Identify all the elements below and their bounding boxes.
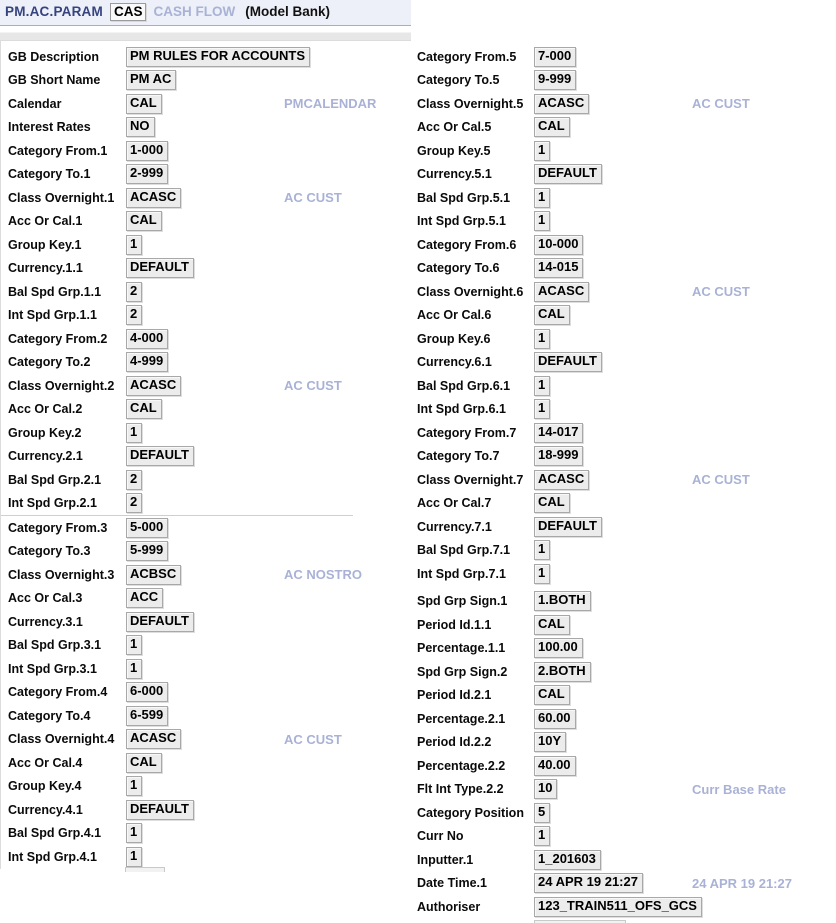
field-label: Int Spd Grp.5.1 [417, 214, 506, 229]
field-row-percentage-2-2 [413, 754, 836, 778]
field-value-box[interactable]: 60.00 [534, 709, 576, 729]
field-row-bal-spd-grp-4-1 [1, 822, 411, 846]
field-value-box[interactable]: ACASC [534, 470, 589, 490]
fields-column-left [1, 45, 411, 869]
field-label: Currency.1.1 [8, 261, 83, 276]
field-label: Class Overnight.1 [8, 190, 115, 205]
field-label: Group Key.2 [8, 425, 82, 440]
field-enrichment-note: AC NOSTRO [284, 567, 362, 583]
field-row-int-spd-grp-6-1 [413, 398, 836, 422]
field-label: Percentage.2.1 [417, 711, 506, 726]
field-value-box[interactable]: DEFAULT [534, 517, 602, 537]
field-label: Acc Or Cal.3 [8, 591, 83, 606]
field-value-box[interactable]: DEFAULT [534, 352, 602, 372]
company-name: (Model Bank) [245, 4, 330, 19]
field-label: Category Position [417, 805, 524, 820]
field-row-percentage-1-1 [413, 637, 836, 661]
field-row-gb-short-name [1, 69, 411, 93]
field-row-group-key-6 [413, 327, 836, 351]
field-value-box[interactable]: ACBSC [126, 565, 181, 585]
field-label: Currency.3.1 [8, 614, 83, 629]
field-value-box[interactable]: 1 [126, 635, 142, 655]
field-row-currency-6-1 [413, 351, 836, 375]
field-value-box[interactable]: 1 [126, 776, 142, 796]
field-value-box[interactable]: 6-599 [126, 706, 168, 726]
field-label: Interest Rates [8, 120, 91, 135]
field-row-currency-1-1 [1, 257, 411, 281]
field-row-calendar [1, 92, 411, 116]
field-label: Category From.1 [8, 143, 108, 158]
field-label: Currency.2.1 [8, 449, 83, 464]
field-row-acc-or-cal-6 [413, 304, 836, 328]
field-row-group-key-1 [1, 233, 411, 257]
field-label: Category To.5 [417, 73, 500, 88]
field-row-category-to-2 [1, 351, 411, 375]
field-label: Currency.7.1 [417, 519, 492, 534]
field-row-period-id-2-2 [413, 731, 836, 755]
field-row-category-to-5 [413, 69, 836, 93]
field-label: Int Spd Grp.1.1 [8, 308, 97, 323]
field-value-box[interactable]: 1 [534, 564, 550, 584]
field-label: Acc Or Cal.2 [8, 402, 83, 417]
field-value-box[interactable]: DEFAULT [126, 446, 194, 466]
field-label: Category From.6 [417, 237, 517, 252]
field-label: Category To.3 [8, 544, 91, 559]
field-row-category-to-4 [1, 704, 411, 728]
field-label: Acc Or Cal.6 [417, 308, 492, 323]
field-label: Group Key.5 [417, 143, 491, 158]
field-value-box[interactable]: 10Y [534, 732, 566, 752]
field-value-box[interactable]: CAL [534, 685, 570, 705]
field-row-currency-7-1 [413, 515, 836, 539]
field-row-acc-or-cal-3 [1, 587, 411, 611]
field-value-box[interactable]: 2 [126, 493, 142, 513]
field-value-box[interactable]: ACASC [126, 729, 181, 749]
field-row-spd-grp-sign-1 [413, 590, 836, 614]
field-value-box[interactable]: 2.BOTH [534, 662, 591, 682]
field-value-box[interactable]: 1 [126, 823, 142, 843]
field-label: Flt Int Type.2.2 [417, 782, 504, 797]
field-label: Bal Spd Grp.4.1 [8, 826, 102, 841]
field-value-box[interactable]: 1 [534, 826, 550, 846]
field-row-category-to-6 [413, 257, 836, 281]
field-enrichment-note: Curr Base Rate [692, 781, 786, 797]
field-value-box[interactable]: 6-000 [126, 682, 168, 702]
field-row-category-from-3 [1, 516, 411, 540]
field-row-acc-or-cal-1 [1, 210, 411, 234]
field-label: Category To.4 [8, 708, 91, 723]
field-enrichment-note: AC CUST [284, 731, 342, 747]
field-row-interest-rates [1, 116, 411, 140]
field-row-currency-5-1 [413, 163, 836, 187]
field-value-box[interactable]: CAL [534, 615, 570, 635]
field-value-box[interactable]: ACC [126, 588, 163, 608]
header-bar [0, 0, 411, 26]
field-row-category-from-4 [1, 681, 411, 705]
field-value-box[interactable]: 1 [534, 329, 550, 349]
field-value-box[interactable]: PM RULES FOR ACCOUNTS [126, 47, 310, 67]
field-label: Acc Or Cal.1 [8, 214, 83, 229]
field-value-box[interactable]: 1 [534, 188, 550, 208]
field-label: Spd Grp Sign.2 [417, 664, 508, 679]
field-label: Class Overnight.6 [417, 284, 524, 299]
field-row-class-overnight-4 [1, 728, 411, 752]
field-label: Period Id.2.1 [417, 688, 492, 703]
field-row-category-to-1 [1, 163, 411, 187]
field-label: Int Spd Grp.2.1 [8, 496, 97, 511]
field-label: GB Short Name [8, 73, 101, 88]
field-value-box[interactable]: 1.BOTH [534, 591, 591, 611]
field-label: Group Key.6 [417, 331, 491, 346]
field-label: Int Spd Grp.6.1 [417, 402, 506, 417]
field-row-category-from-5 [413, 45, 836, 69]
field-row-acc-or-cal-7 [413, 492, 836, 516]
field-row-currency-2-1 [1, 445, 411, 469]
field-label: Class Overnight.4 [8, 732, 115, 747]
field-enrichment-note: 24 APR 19 21:27 [692, 875, 792, 891]
field-row-gb-description [1, 45, 411, 69]
field-label: Class Overnight.3 [8, 567, 115, 582]
field-value-box[interactable]: 9-999 [534, 70, 576, 90]
field-value-box[interactable]: 18-999 [534, 446, 583, 466]
field-label: Int Spd Grp.3.1 [8, 661, 97, 676]
field-row-acc-or-cal-5 [413, 116, 836, 140]
field-label: Group Key.1 [8, 237, 82, 252]
field-value-box[interactable]: ACASC [126, 188, 181, 208]
field-value-box[interactable]: 1 [534, 540, 550, 560]
field-enrichment-note: AC CUST [692, 472, 750, 488]
field-label: Inputter.1 [417, 852, 474, 867]
field-row-int-spd-grp-7-1 [413, 562, 836, 586]
field-value-box[interactable]: CAL [126, 399, 162, 419]
field-row-class-overnight-6 [413, 280, 836, 304]
field-value-box[interactable]: 123_TRAIN511_OFS_GCS [534, 897, 702, 917]
field-row-int-spd-grp-2-1 [1, 492, 411, 516]
field-row-class-overnight-7 [413, 468, 836, 492]
field-row-acc-or-cal-4 [1, 751, 411, 775]
field-label: Bal Spd Grp.2.1 [8, 472, 102, 487]
field-value-box[interactable]: ACASC [534, 94, 589, 114]
field-label: Category From.7 [417, 425, 517, 440]
field-value-box[interactable]: 1 [126, 423, 142, 443]
field-enrichment-note: AC CUST [692, 284, 750, 300]
field-value-box[interactable]: 4-000 [126, 329, 168, 349]
field-value-box[interactable]: 5-999 [126, 541, 168, 561]
field-value-box[interactable]: 10 [534, 779, 557, 799]
field-label: Category To.2 [8, 355, 91, 370]
field-value-box[interactable]: 1 [126, 847, 142, 867]
field-value-box[interactable]: DEFAULT [126, 258, 194, 278]
field-value-box[interactable]: ACASC [126, 376, 181, 396]
field-value-box[interactable]: 24 APR 19 21:27 [534, 873, 643, 893]
field-row-flt-int-type-2-2 [413, 778, 836, 802]
record-description: CASH FLOW [153, 4, 236, 19]
field-row-period-id-1-1 [413, 613, 836, 637]
field-label: Category To.6 [417, 261, 500, 276]
field-enrichment-note: AC CUST [284, 190, 342, 206]
field-value-box[interactable]: CAL [534, 117, 570, 137]
field-label: Bal Spd Grp.7.1 [417, 543, 511, 558]
field-row-category-to-3 [1, 540, 411, 564]
field-row-currency-3-1 [1, 610, 411, 634]
field-value-box[interactable]: 2 [126, 282, 142, 302]
field-row-group-key-2 [1, 421, 411, 445]
field-label: Spd Grp Sign.1 [417, 594, 508, 609]
field-label: Category From.4 [8, 685, 108, 700]
field-label: Currency.5.1 [417, 167, 492, 182]
field-label: Acc Or Cal.4 [8, 755, 83, 770]
field-row-currency-4-1 [1, 798, 411, 822]
field-label: Period Id.1.1 [417, 617, 492, 632]
field-value-box[interactable]: 4-999 [126, 352, 168, 372]
field-row-category-from-6 [413, 233, 836, 257]
field-row-class-overnight-1 [1, 186, 411, 210]
field-value-box[interactable]: 5-000 [126, 518, 168, 538]
field-value-box[interactable]: CAL [126, 211, 162, 231]
field-row-group-key-4 [1, 775, 411, 799]
field-value-box[interactable]: 10-000 [534, 235, 583, 255]
field-row-bal-spd-grp-3-1 [1, 634, 411, 658]
field-value-box[interactable]: 1 [534, 376, 550, 396]
field-value-box[interactable]: 1 [126, 659, 142, 679]
field-value-box[interactable]: ACASC [534, 282, 589, 302]
field-row-int-spd-grp-3-1 [1, 657, 411, 681]
record-id-box[interactable]: CAS [110, 3, 147, 21]
field-row-inputter-1 [413, 848, 836, 872]
field-value-box[interactable]: DEFAULT [126, 800, 194, 820]
field-value-box[interactable]: CAL [126, 94, 162, 114]
field-row-group-key-5 [413, 139, 836, 163]
field-label: Category To.1 [8, 167, 91, 182]
field-row-authoriser [413, 895, 836, 919]
field-row-bal-spd-grp-2-1 [1, 468, 411, 492]
field-label: Category From.2 [8, 331, 108, 346]
field-row-class-overnight-3 [1, 563, 411, 587]
field-label: Currency.4.1 [8, 802, 83, 817]
field-row-category-position [413, 801, 836, 825]
header-divider-strip [0, 32, 411, 41]
field-value-box[interactable]: CAL [534, 493, 570, 513]
field-row-int-spd-grp-5-1 [413, 210, 836, 234]
field-row-bal-spd-grp-7-1 [413, 539, 836, 563]
field-label: Curr No [417, 829, 464, 844]
application-title: PM.AC.PARAM [5, 4, 103, 19]
fields-column-right [413, 45, 836, 919]
field-value-box[interactable]: 2 [126, 305, 142, 325]
field-row-curr-no [413, 825, 836, 849]
field-label: Category To.7 [417, 449, 500, 464]
field-row-int-spd-grp-1-1 [1, 304, 411, 328]
field-label: Bal Spd Grp.5.1 [417, 190, 511, 205]
field-value-box[interactable]: DEFAULT [126, 612, 194, 632]
field-label: Bal Spd Grp.6.1 [417, 378, 511, 393]
field-label: Currency.6.1 [417, 355, 492, 370]
field-value-box[interactable]: 2-999 [126, 164, 168, 184]
field-row-acc-or-cal-2 [1, 398, 411, 422]
field-value-box[interactable]: 1 [534, 211, 550, 231]
field-row-class-overnight-5 [413, 92, 836, 116]
field-label: Bal Spd Grp.1.1 [8, 284, 102, 299]
field-row-category-from-2 [1, 327, 411, 351]
field-enrichment-note: AC CUST [284, 378, 342, 394]
field-label: Int Spd Grp.4.1 [8, 849, 97, 864]
field-label: Date Time.1 [417, 876, 487, 891]
field-row-category-to-7 [413, 445, 836, 469]
field-value-box[interactable]: 5 [534, 803, 550, 823]
field-row-bal-spd-grp-6-1 [413, 374, 836, 398]
field-label: Class Overnight.2 [8, 378, 115, 393]
field-label: Bal Spd Grp.3.1 [8, 638, 102, 653]
field-row-int-spd-grp-4-1 [1, 845, 411, 869]
field-label: Percentage.2.2 [417, 758, 506, 773]
field-value-box[interactable]: 2 [126, 470, 142, 490]
field-row-category-from-7 [413, 421, 836, 445]
field-value-box[interactable]: CAL [126, 753, 162, 773]
field-label: Class Overnight.7 [417, 472, 524, 487]
field-label: Category From.5 [417, 49, 517, 64]
field-value-box[interactable]: 1_201603 [534, 850, 601, 870]
field-label: Acc Or Cal.7 [417, 496, 492, 511]
field-label: GB Description [8, 49, 99, 64]
field-label: Int Spd Grp.7.1 [417, 566, 506, 581]
field-label: Acc Or Cal.5 [417, 120, 492, 135]
field-row-period-id-2-1 [413, 684, 836, 708]
field-label: Period Id.2.2 [417, 735, 492, 750]
field-value-box[interactable]: 14-017 [534, 423, 583, 443]
field-row-category-from-1 [1, 139, 411, 163]
field-enrichment-note: AC CUST [692, 96, 750, 112]
field-value-box[interactable]: 7-000 [534, 47, 576, 67]
field-label: Authoriser [417, 899, 481, 914]
field-value-box[interactable]: PM AC [126, 70, 176, 90]
partial-field-box-left [125, 867, 165, 872]
field-row-date-time-1 [413, 872, 836, 896]
field-value-box[interactable]: 1 [126, 235, 142, 255]
field-value-box[interactable]: 100.00 [534, 638, 583, 658]
field-row-percentage-2-1 [413, 707, 836, 731]
field-row-bal-spd-grp-5-1 [413, 186, 836, 210]
field-row-spd-grp-sign-2 [413, 660, 836, 684]
field-label: Class Overnight.5 [417, 96, 524, 111]
field-row-bal-spd-grp-1-1 [1, 280, 411, 304]
field-value-box[interactable]: NO [126, 117, 155, 137]
field-enrichment-note: PMCALENDAR [284, 96, 377, 112]
field-value-box[interactable]: 1-000 [126, 141, 168, 161]
field-value-box[interactable]: 40.00 [534, 756, 576, 776]
field-row-class-overnight-2 [1, 374, 411, 398]
field-value-box[interactable]: 1 [534, 399, 550, 419]
field-label: Percentage.1.1 [417, 641, 506, 656]
field-label: Category From.3 [8, 520, 108, 535]
field-value-box[interactable]: 1 [534, 141, 550, 161]
field-value-box[interactable]: CAL [534, 305, 570, 325]
field-label: Group Key.4 [8, 779, 82, 794]
field-value-box[interactable]: 14-015 [534, 258, 583, 278]
field-label: Calendar [8, 96, 62, 111]
field-value-box[interactable]: DEFAULT [534, 164, 602, 184]
